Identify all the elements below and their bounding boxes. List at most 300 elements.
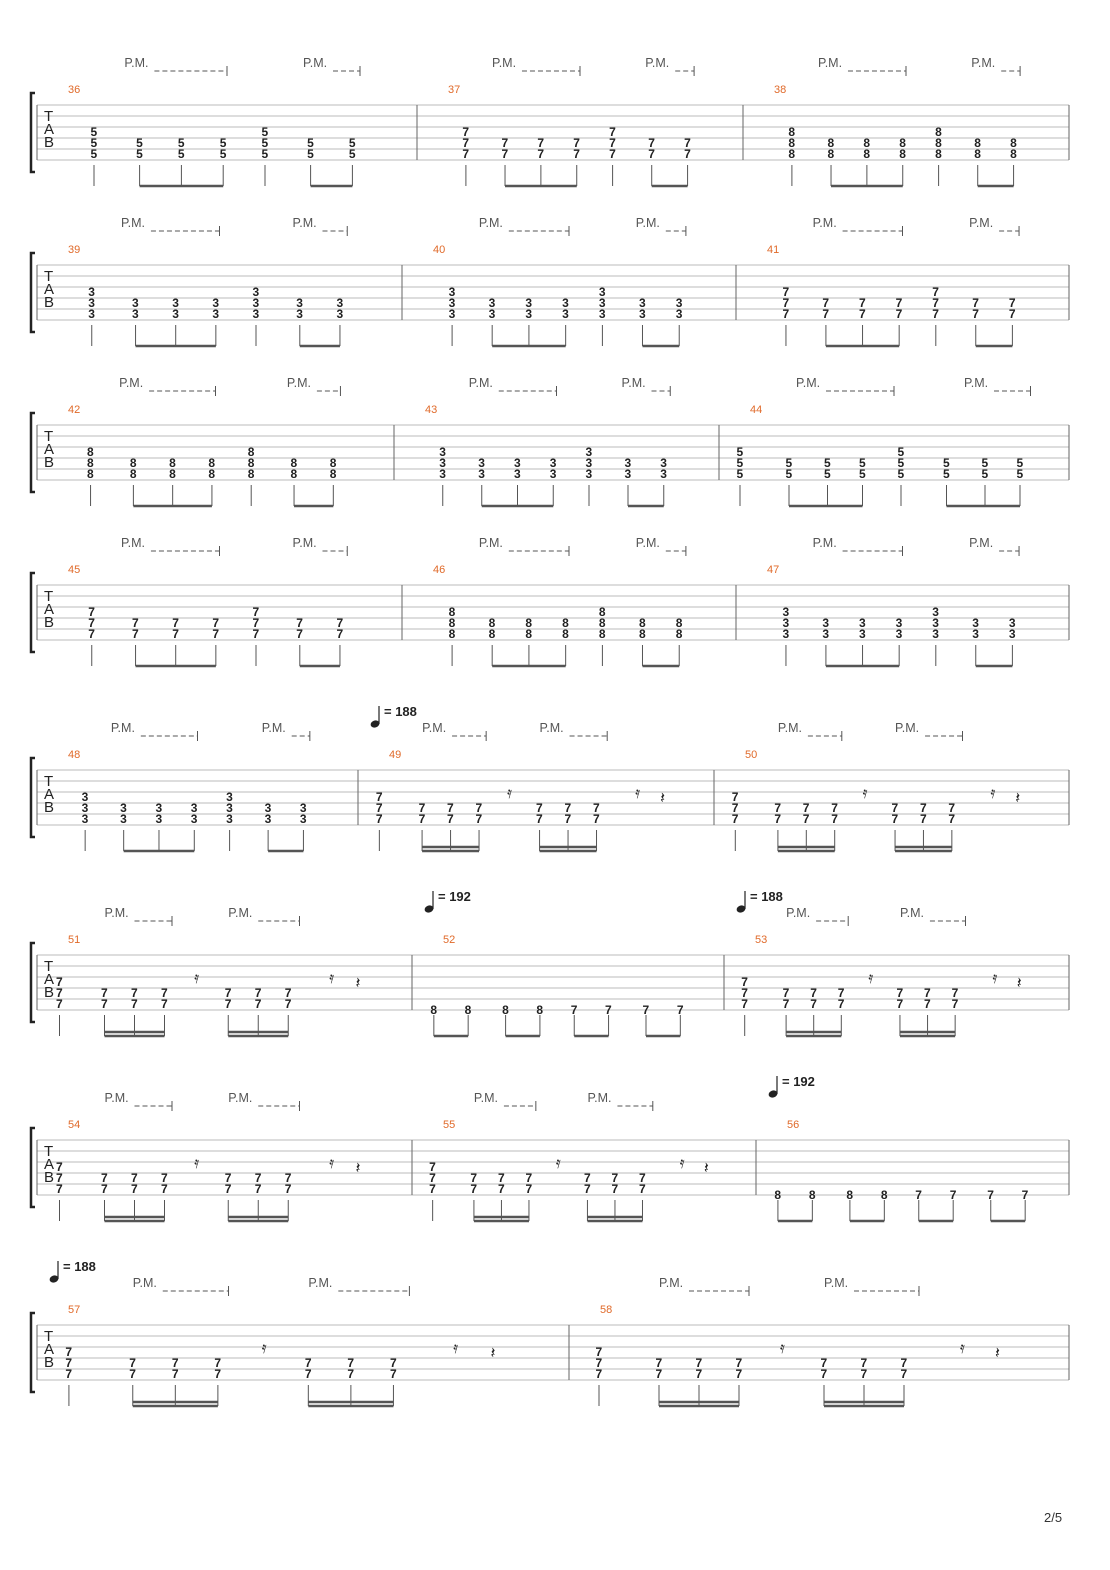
- fret-number: 3: [299, 801, 307, 815]
- fret-number: 7: [859, 307, 866, 321]
- measure-number: 40: [433, 244, 446, 256]
- tab-clef-letter: T: [44, 588, 54, 605]
- fret-number: 7: [336, 616, 344, 630]
- fret-number: 7: [254, 986, 262, 1000]
- fret-number: 5: [824, 467, 831, 481]
- palm-mute-label: P.M.: [786, 906, 811, 920]
- fret-number: 7: [972, 296, 979, 310]
- fret-number: 7: [802, 801, 810, 815]
- fret-number: 3: [1008, 616, 1016, 630]
- fret-number: 8: [974, 136, 981, 150]
- fret-number: 7: [172, 616, 179, 630]
- system-bracket: [31, 1313, 35, 1392]
- fret-number: 7: [782, 986, 790, 1000]
- fret-number: 7: [583, 1171, 591, 1185]
- fret-number: 7: [774, 801, 782, 815]
- fret-number: 3: [624, 456, 632, 470]
- fret-number: 8: [1010, 147, 1017, 161]
- palm-mute-label: P.M.: [292, 536, 317, 550]
- fret-number: 7: [676, 1003, 684, 1017]
- fret-number: 8: [899, 136, 906, 150]
- quarter-rest-icon: 𝄽: [995, 1343, 1000, 1362]
- fret-number: 3: [514, 467, 521, 481]
- quarter-rest-icon: 𝄽: [355, 973, 361, 992]
- fret-number: 7: [731, 790, 739, 804]
- sixteenth-rest-icon: 𝄿: [990, 783, 996, 802]
- fret-number: 7: [593, 801, 600, 815]
- fret-number: 7: [731, 812, 739, 826]
- fret-number: 7: [375, 790, 383, 804]
- fret-number: 5: [177, 136, 185, 150]
- palm-mute-label: P.M.: [228, 906, 253, 920]
- fret-number: 7: [822, 296, 830, 310]
- fret-number: 3: [549, 467, 557, 481]
- fret-number: 7: [822, 307, 830, 321]
- palm-mute-label: P.M.: [491, 56, 517, 70]
- fret-number: 8: [525, 616, 533, 630]
- fret-number: 7: [56, 997, 63, 1011]
- sixteenth-rest-icon: 𝄿: [992, 968, 998, 987]
- fret-number: 3: [212, 307, 220, 321]
- fret-number: 5: [90, 125, 98, 139]
- fret-number: 7: [695, 1356, 703, 1370]
- fret-number: 3: [132, 307, 139, 321]
- fret-number: 7: [224, 986, 232, 1000]
- fret-number: 7: [648, 147, 655, 161]
- fret-number: 7: [214, 1356, 222, 1370]
- fret-number: 7: [497, 1171, 505, 1185]
- fret-number: 3: [439, 445, 446, 459]
- fret-number: 5: [90, 136, 98, 150]
- fret-number: 7: [171, 1356, 179, 1370]
- fret-number: 8: [430, 1003, 438, 1017]
- fret-number: 8: [464, 1003, 472, 1017]
- fret-number: 3: [448, 285, 456, 299]
- palm-mute-label: P.M.: [124, 56, 149, 70]
- fret-number: 7: [212, 627, 220, 641]
- fret-number: 3: [81, 790, 89, 804]
- fret-number: 7: [131, 1182, 138, 1196]
- system-bracket: [31, 253, 35, 332]
- fret-number: 7: [501, 147, 509, 161]
- fret-number: 7: [782, 285, 790, 299]
- fret-number: 7: [284, 1182, 292, 1196]
- fret-number: 8: [502, 1003, 509, 1017]
- fret-number: 7: [831, 812, 838, 826]
- fret-number: 7: [684, 147, 691, 161]
- fret-number: 5: [943, 467, 950, 481]
- tab-clef-letter: B: [44, 134, 55, 151]
- measure-number: 44: [750, 404, 763, 416]
- tab-clef-letter: A: [44, 1156, 55, 1173]
- fret-number: 7: [418, 801, 426, 815]
- measure-number: 51: [68, 934, 81, 946]
- fret-number: 7: [915, 1188, 922, 1202]
- fret-number: 8: [448, 627, 456, 641]
- fret-number: 3: [299, 812, 307, 826]
- fret-number: 3: [859, 627, 866, 641]
- fret-number: 3: [585, 445, 593, 459]
- fret-number: 8: [827, 136, 835, 150]
- fret-number: 7: [611, 1171, 619, 1185]
- fret-number: 7: [171, 1367, 179, 1381]
- fret-number: 7: [161, 997, 168, 1011]
- measure-number: 49: [389, 749, 402, 761]
- fret-number: 7: [948, 812, 956, 826]
- palm-mute-label: P.M.: [777, 721, 802, 735]
- measure-number: 42: [68, 404, 81, 416]
- fret-number: 3: [448, 296, 456, 310]
- fret-number: 7: [948, 801, 956, 815]
- fret-number: 3: [598, 285, 606, 299]
- fret-number: 7: [254, 1171, 262, 1185]
- fret-number: 8: [808, 1188, 816, 1202]
- quarter-rest-icon: 𝄽: [1015, 788, 1021, 807]
- quarter-rest-icon: 𝄽: [703, 1158, 709, 1177]
- fret-number: 7: [88, 616, 95, 630]
- fret-number: 8: [974, 147, 981, 161]
- palm-mute-label: P.M.: [292, 216, 317, 230]
- fret-number: 8: [863, 136, 871, 150]
- fret-number: 7: [129, 1367, 136, 1381]
- fret-number: 7: [595, 1367, 603, 1381]
- fret-number: 3: [488, 296, 496, 310]
- fret-number: 7: [609, 136, 616, 150]
- fret-number: 8: [788, 125, 796, 139]
- fret-number: 3: [598, 307, 606, 321]
- palm-mute-label: P.M.: [621, 376, 646, 390]
- fret-number: 7: [593, 812, 600, 826]
- measure-number: 36: [68, 84, 81, 96]
- fret-number: 8: [536, 1003, 544, 1017]
- fret-number: 7: [951, 997, 959, 1011]
- palm-mute-label: P.M.: [468, 376, 493, 390]
- fret-number: 5: [981, 456, 989, 470]
- fret-number: 3: [190, 801, 198, 815]
- fret-number: 7: [924, 997, 931, 1011]
- measure-number: 43: [425, 404, 438, 416]
- palm-mute-label: P.M.: [645, 56, 670, 70]
- fret-number: 7: [536, 812, 543, 826]
- fret-number: 3: [336, 296, 344, 310]
- fret-number: 8: [638, 627, 646, 641]
- fret-number: 5: [261, 136, 269, 150]
- fret-number: 7: [347, 1367, 355, 1381]
- fret-number: 7: [172, 627, 179, 641]
- measure-number: 38: [774, 84, 787, 96]
- sixteenth-rest-icon: 𝄿: [329, 968, 335, 987]
- fret-number: 7: [638, 1171, 646, 1185]
- fret-number: 5: [261, 147, 269, 161]
- tab-clef-letter: B: [44, 294, 55, 311]
- fret-number: 7: [837, 986, 845, 1000]
- fret-number: 7: [212, 616, 220, 630]
- fret-number: 7: [447, 812, 454, 826]
- fret-number: 7: [570, 1003, 578, 1017]
- fret-number: 8: [598, 616, 606, 630]
- fret-number: 7: [605, 1003, 612, 1017]
- fret-number: 7: [131, 997, 138, 1011]
- quarter-rest-icon: 𝄽: [490, 1343, 496, 1362]
- fret-number: 7: [949, 1188, 957, 1202]
- fret-number: 7: [56, 975, 63, 989]
- fret-number: 3: [822, 627, 830, 641]
- measure-number: 58: [600, 1304, 613, 1316]
- fret-number: 7: [418, 812, 426, 826]
- palm-mute-label: P.M.: [104, 1091, 129, 1105]
- sixteenth-rest-icon: 𝄿: [453, 1338, 459, 1357]
- palm-mute-label: P.M.: [119, 376, 144, 390]
- fret-number: 7: [429, 1182, 436, 1196]
- fret-number: 7: [684, 136, 691, 150]
- fret-number: 7: [470, 1171, 478, 1185]
- fret-number: 7: [782, 296, 790, 310]
- fret-number: 3: [932, 627, 939, 641]
- fret-number: 7: [65, 1345, 73, 1359]
- quarter-rest-icon: 𝄽: [660, 788, 666, 807]
- palm-mute-label: P.M.: [261, 721, 286, 735]
- fret-number: 7: [284, 986, 292, 1000]
- fret-number: 3: [296, 307, 303, 321]
- fret-number: 8: [598, 605, 606, 619]
- fret-number: 7: [475, 801, 483, 815]
- fret-number: 7: [820, 1367, 828, 1381]
- fret-number: 3: [859, 616, 866, 630]
- fret-number: 7: [741, 986, 748, 1000]
- palm-mute-label: P.M.: [286, 376, 311, 390]
- palm-mute-label: P.M.: [635, 536, 660, 550]
- fret-number: 3: [120, 812, 127, 826]
- fret-number: 8: [788, 147, 796, 161]
- palm-mute-label: P.M.: [969, 536, 994, 550]
- fret-number: 5: [136, 136, 143, 150]
- tab-clef-letter: T: [44, 428, 54, 445]
- fret-number: 5: [1016, 467, 1024, 481]
- fret-number: 8: [935, 136, 942, 150]
- fret-number: 7: [56, 986, 63, 1000]
- fret-number: 3: [1008, 627, 1016, 641]
- fret-number: 3: [822, 616, 830, 630]
- fret-number: 7: [296, 627, 303, 641]
- fret-number: 7: [810, 986, 817, 1000]
- fret-number: 5: [897, 445, 905, 459]
- fret-number: 8: [598, 627, 606, 641]
- fret-number: 7: [987, 1188, 994, 1202]
- quarter-rest-icon: 𝄽: [355, 1158, 361, 1177]
- fret-number: 7: [475, 812, 483, 826]
- fret-number: 7: [429, 1160, 436, 1174]
- fret-number: 5: [307, 136, 314, 150]
- fret-number: 3: [478, 467, 485, 481]
- measure-number: 53: [755, 934, 768, 946]
- fret-number: 7: [65, 1356, 73, 1370]
- system-bracket: [31, 93, 35, 172]
- fret-number: 8: [675, 627, 683, 641]
- fret-number: 7: [573, 136, 580, 150]
- tab-clef-letter: T: [44, 773, 54, 790]
- measure-number: 47: [767, 564, 780, 576]
- palm-mute-label: P.M.: [587, 1091, 612, 1105]
- palm-mute-label: P.M.: [895, 721, 920, 735]
- palm-mute-label: P.M.: [812, 536, 837, 550]
- palm-mute-label: P.M.: [422, 721, 447, 735]
- palm-mute-label: P.M.: [817, 56, 843, 70]
- fret-number: 7: [782, 997, 790, 1011]
- fret-number: 7: [296, 616, 303, 630]
- palm-mute-label: P.M.: [473, 1091, 499, 1105]
- fret-number: 7: [129, 1356, 136, 1370]
- fret-number: 7: [1021, 1188, 1029, 1202]
- tempo-marking: = 188: [750, 889, 783, 904]
- tab-clef-letter: B: [44, 799, 55, 816]
- fret-number: 7: [972, 307, 979, 321]
- fret-number: 7: [774, 812, 782, 826]
- measure-number: 56: [787, 1119, 800, 1131]
- fret-number: 7: [896, 997, 904, 1011]
- fret-number: 7: [655, 1367, 663, 1381]
- fret-number: 3: [514, 456, 521, 470]
- measure-number: 57: [68, 1304, 81, 1316]
- palm-mute-label: P.M.: [110, 721, 135, 735]
- tab-clef-letter: A: [44, 441, 55, 458]
- fret-number: 7: [831, 801, 838, 815]
- fret-number: 5: [897, 456, 905, 470]
- fret-number: 7: [132, 627, 139, 641]
- fret-number: 3: [172, 307, 179, 321]
- fret-number: 5: [1016, 456, 1024, 470]
- fret-number: 8: [247, 467, 255, 481]
- tab-clef-letter: A: [44, 121, 55, 138]
- fret-number: 7: [891, 812, 899, 826]
- fret-number: 7: [1008, 296, 1016, 310]
- tab-clef-letter: A: [44, 281, 55, 298]
- fret-number: 8: [87, 467, 94, 481]
- measure-number: 50: [745, 749, 758, 761]
- fret-number: 7: [820, 1356, 828, 1370]
- fret-number: 3: [88, 285, 95, 299]
- fret-number: 7: [101, 1171, 108, 1185]
- fret-number: 7: [252, 616, 260, 630]
- fret-number: 7: [932, 285, 939, 299]
- tempo-marking: = 192: [782, 1074, 815, 1089]
- fret-number: 3: [525, 296, 533, 310]
- fret-number: 8: [448, 605, 456, 619]
- fret-number: 3: [525, 307, 533, 321]
- fret-number: 3: [252, 285, 260, 299]
- fret-number: 7: [132, 616, 139, 630]
- fret-number: 3: [264, 801, 272, 815]
- fret-number: 7: [224, 1182, 232, 1196]
- fret-number: 3: [562, 296, 569, 310]
- fret-number: 8: [169, 456, 176, 470]
- tab-clef-letter: T: [44, 108, 54, 125]
- fret-number: 7: [695, 1367, 703, 1381]
- fret-number: 8: [525, 627, 533, 641]
- fret-number: 3: [675, 296, 683, 310]
- fret-number: 8: [899, 147, 906, 161]
- fret-number: 8: [562, 616, 569, 630]
- fret-number: 3: [660, 456, 667, 470]
- tab-clef-letter: T: [44, 1328, 54, 1345]
- fret-number: 8: [562, 627, 569, 641]
- tab-clef-letter: T: [44, 268, 54, 285]
- tab-clef-letter: A: [44, 1341, 55, 1358]
- fret-number: 7: [56, 1182, 63, 1196]
- fret-number: 3: [549, 456, 557, 470]
- fret-number: 3: [932, 605, 939, 619]
- fret-number: 7: [375, 801, 383, 815]
- fret-number: 8: [329, 456, 337, 470]
- fret-number: 3: [638, 296, 646, 310]
- fret-number: 7: [462, 125, 470, 139]
- fret-number: 3: [439, 456, 446, 470]
- fret-number: 7: [951, 986, 959, 1000]
- fret-number: 5: [785, 467, 793, 481]
- sixteenth-rest-icon: 𝄿: [329, 1153, 335, 1172]
- fret-number: 7: [900, 1367, 908, 1381]
- fret-number: 7: [564, 801, 572, 815]
- fret-number: 5: [824, 456, 831, 470]
- fret-number: 8: [863, 147, 871, 161]
- tab-clef-letter: B: [44, 454, 55, 471]
- fret-number: 7: [1008, 307, 1016, 321]
- fret-number: 5: [219, 147, 227, 161]
- fret-number: 7: [860, 1356, 868, 1370]
- tab-clef-letter: B: [44, 614, 55, 631]
- fret-number: 7: [131, 1171, 138, 1185]
- palm-mute-label: P.M.: [964, 376, 989, 390]
- fret-number: 7: [537, 136, 545, 150]
- fret-number: 3: [932, 616, 939, 630]
- fret-number: 7: [895, 307, 903, 321]
- fret-number: 7: [497, 1182, 505, 1196]
- tab-clef-letter: B: [44, 1354, 55, 1371]
- fret-number: 7: [224, 997, 232, 1011]
- sixteenth-rest-icon: 𝄿: [507, 783, 512, 802]
- fret-number: 7: [731, 801, 739, 815]
- fret-number: 7: [741, 975, 748, 989]
- palm-mute-label: P.M.: [659, 1276, 684, 1290]
- palm-mute-label: P.M.: [812, 216, 837, 230]
- fret-number: 5: [307, 147, 314, 161]
- fret-number: 3: [598, 296, 606, 310]
- fret-number: 3: [264, 812, 272, 826]
- fret-number: 7: [389, 1356, 397, 1370]
- fret-number: 3: [132, 296, 139, 310]
- system-bracket: [31, 413, 35, 492]
- fret-number: 3: [675, 307, 683, 321]
- fret-number: 7: [537, 147, 545, 161]
- palm-mute-label: P.M.: [303, 56, 328, 70]
- palm-mute-label: P.M.: [228, 1091, 253, 1105]
- palm-mute-label: P.M.: [796, 376, 821, 390]
- fret-number: 7: [611, 1182, 619, 1196]
- fret-number: 7: [919, 812, 927, 826]
- palm-mute-label: P.M.: [308, 1276, 333, 1290]
- fret-number: 7: [101, 986, 108, 1000]
- fret-number: 3: [190, 812, 198, 826]
- fret-number: 7: [924, 986, 931, 1000]
- fret-number: 5: [736, 445, 744, 459]
- fret-number: 3: [226, 801, 233, 815]
- measure-number: 48: [68, 749, 81, 761]
- fret-number: 5: [859, 456, 866, 470]
- fret-number: 7: [65, 1367, 73, 1381]
- fret-number: 3: [448, 307, 456, 321]
- measure-number: 37: [448, 84, 461, 96]
- fret-number: 8: [880, 1188, 888, 1202]
- fret-number: 7: [896, 986, 904, 1000]
